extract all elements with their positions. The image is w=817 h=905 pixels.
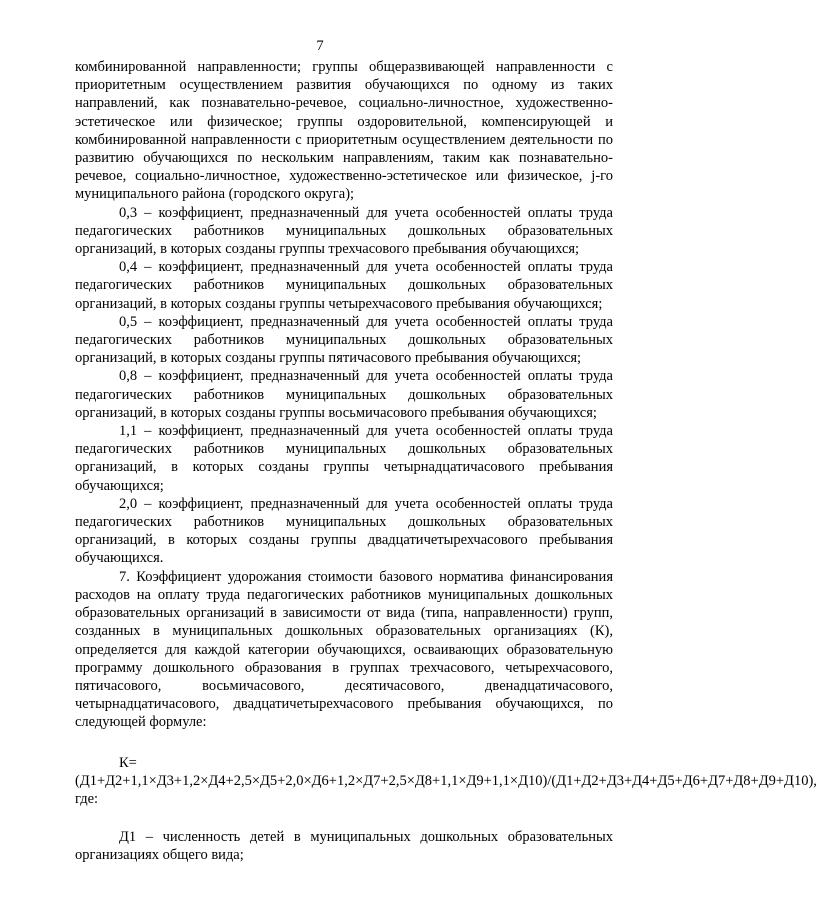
paragraph-coefficient-1-1: 1,1 – коэффициент, предназначенный для учета особенностей оплаты труда педагогических работников муниципальных дошкольных образовательных организаций, в которых созданы группы четырнадцатичасового пребывания обучающихся; <box>75 423 613 494</box>
document-body <box>75 58 817 865</box>
paragraph-coefficient-0-5: 0,5 – коэффициент, предназначенный для учета особенностей оплаты труда педагогических работников муниципальных дошкольных образовательных организаций, в которых созданы группы пятичасового пребывания обучающихся; <box>75 313 613 367</box>
paragraph-coefficient-0-3: 0,3 – коэффициент, предназначенный для учета особенностей оплаты труда педагогических работников муниципальных дошкольных образовательных организаций, в которых созданы группы трехчасового пребывания обучающихся; <box>75 204 613 258</box>
paragraph-continuation: комбинированной направленности; группы общеразвивающей направленности с приоритетным осуществлением развития обучающихся по одному из таких направлений, как познавательно-речевое, социально-личностное, художественно-эстетическое или физическое; группы оздоровительной, компенсирующей и комбинированной направленности с приоритетным осуществлением деятельности по развитию обучающихся по нескольким направлениям, таким как познавательно-речевое, социально-личностное, художественно-эстетическое или физическое, j-го муниципального района (городского округа); <box>75 59 613 203</box>
paragraph-section-7: 7. Коэффициент удорожания стоимости базового норматива финансирования расходов на оплату труда педагогических работников муниципальных дошкольных образовательных организаций в зависимости от вида (типа, направленности) групп, созданных в муниципальных дошкольных образовательных организациях (К), определяется для каждой категории обучающихся, осваивающих образовательную программу дошкольного образования в группах трехчасового, четырехчасового, пятичасового, восьмичасового, десятичасового, двенадцатичасового, четырнадцатичасового, двадцатичетырехчасового пребывания обучающихся, по следующей формуле: <box>75 568 613 731</box>
paragraph-coefficient-0-4: 0,4 – коэффициент, предназначенный для учета особенностей оплаты труда педагогических работников муниципальных дошкольных образовательных организаций, в которых созданы группы четырехчасового пребывания обучающихся; <box>75 259 613 312</box>
definition-d1: Д1 – численность детей в муниципальных дошкольных образовательных организациях общего вида; <box>75 829 613 864</box>
paragraph-coefficient-0-8: 0,8 – коэффициент, предназначенный для учета особенностей оплаты труда педагогических работников муниципальных дошкольных образовательных организаций, в которых созданы группы восьмичасового пребывания обучающихся; <box>75 368 613 421</box>
formula: К=(Д1+Д2+1,1×Д3+1,2×Д4+2,5×Д5+2,0×Д6+1,2×Д7+2,5×Д8+1,1×Д9+1,1×Д10)/(Д1+Д2+Д3+Д4+Д5+Д6+Д7+Д8+Д9+Д10), где: <box>75 754 817 807</box>
page-number: 7 <box>316 38 324 54</box>
paragraph-coefficient-2-0: 2,0 – коэффициент, предназначенный для учета особенностей оплаты труда педагогических работников муниципальных дошкольных образовательных организаций, в которых созданы группы двадцатичетырехчасового пребывания обучающихся. <box>75 495 613 567</box>
